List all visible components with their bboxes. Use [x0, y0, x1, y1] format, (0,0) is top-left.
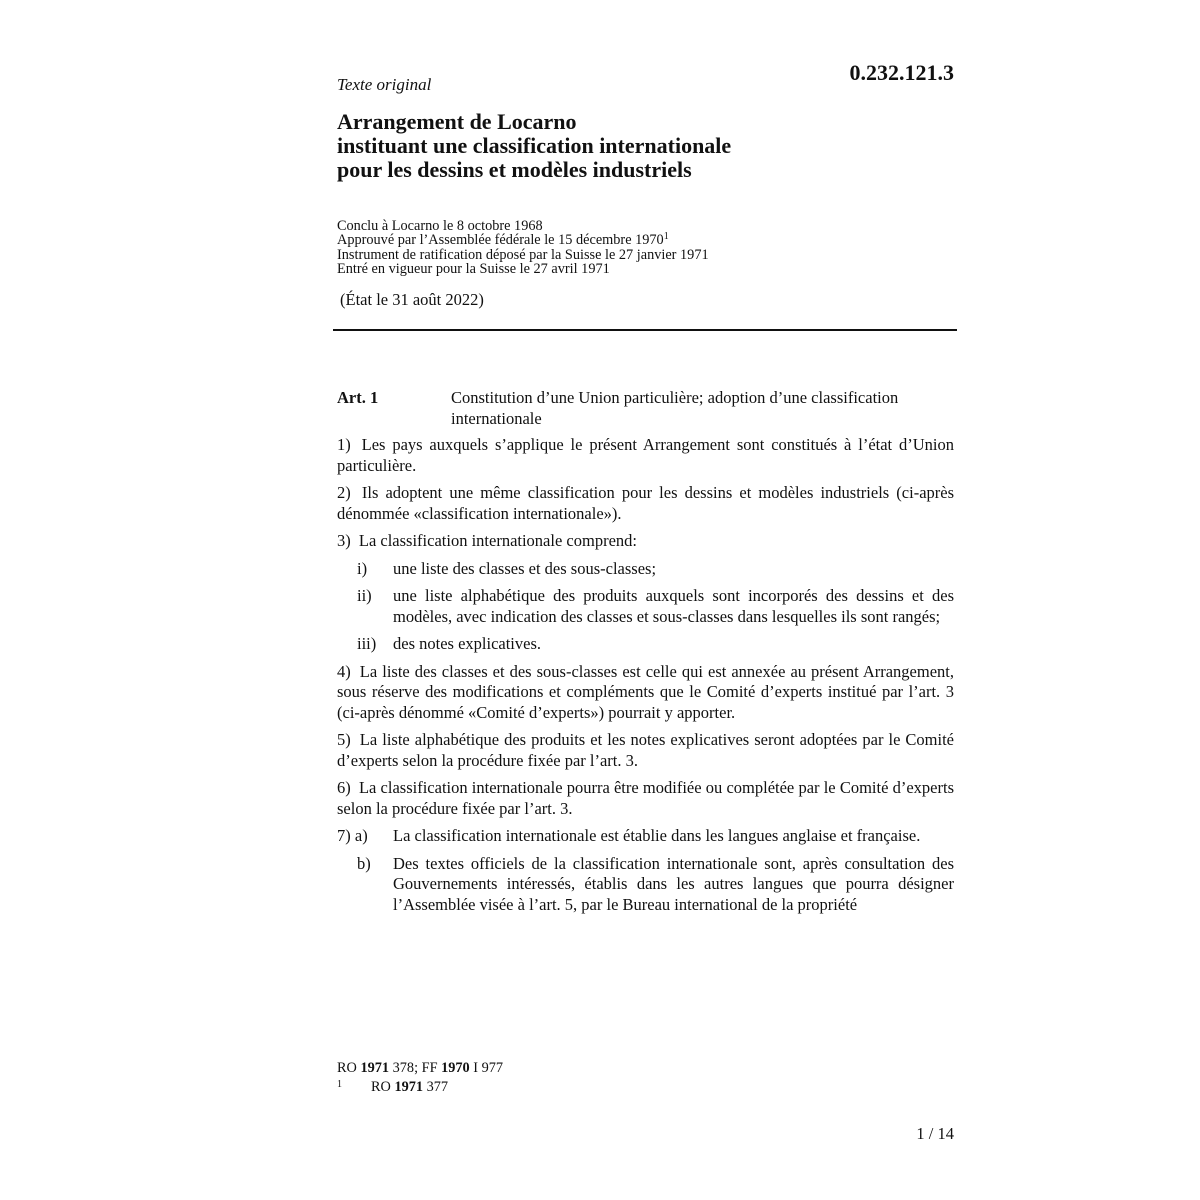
- header-divider: [333, 329, 957, 331]
- original-text-label: Texte original: [337, 75, 432, 94]
- paragraph-7b: b) Des textes officiels de la classification internationale sont, après consultation des Gouvernements intéressés, établis dans les autres langues que pourra désigner l’Assemblée visée à l’art. 5, par le Bureau international de la propriété: [357, 853, 954, 914]
- article-heading: [337, 388, 954, 429]
- title-line-1: Arrangement de Locarno: [337, 109, 577, 134]
- document-metadata: [337, 219, 957, 276]
- document-title: [337, 110, 957, 182]
- paragraph-1: 1) Les pays auxquels s’applique le présent Arrangement sont constitués à l’état d’Union particulière.: [337, 435, 954, 475]
- paragraph-7a: 7) a) La classification internationale est établie dans les langues anglaise et française.: [337, 826, 921, 845]
- paragraph-5: 5) La liste alphabétique des produits et les notes explicatives seront adoptées par le Comité d’experts selon la procédure fixée par l’art. 3.: [337, 730, 955, 770]
- footnote-ref-1[interactable]: 1: [663, 231, 669, 243]
- footnote-1: 1 RO 1971 377: [337, 1079, 449, 1095]
- title-line-2: instituant une classification internationale: [337, 133, 732, 158]
- article-title: Constitution d’une Union particulière; adoption d’une classification internationale: [451, 388, 899, 428]
- list-item: ii) une liste alphabétique des produits auxquels sont incorporés des dessins et des modèles, avec indication des classes et sous-classes dans lesquelles ils sont rangés;: [357, 586, 954, 626]
- paragraph-2: 2) Ils adoptent une même classification pour les dessins et modèles industriels (ci-après dénommée «classification internationale»).: [337, 483, 955, 523]
- title-line-3: pour les dessins et modèles industriels: [337, 157, 692, 182]
- list-item: iii) des notes explicatives.: [357, 634, 542, 653]
- paragraph-6: 6) La classification internationale pourra être modifiée ou complétée par le Comité d’experts selon la procédure fixée par l’art. 3.: [337, 778, 955, 818]
- footnotes: [337, 1059, 503, 1097]
- paragraph-4: 4) La liste des classes et des sous-classes est celle qui est annexée au présent Arrangement, sous réserve des modifications et compléments que le Comité d’experts institué par l’art. 3 (ci-après dénommé «Comité d’experts») pourrait y apporter.: [337, 661, 954, 722]
- article-body: [337, 388, 954, 922]
- source-reference: RO 1971 378; FF 1970 I 977: [337, 1060, 504, 1076]
- state-date: (État le 31 août 2022): [340, 290, 484, 309]
- paragraph-3: 3) La classification internationale comprend:: [337, 531, 637, 550]
- systematic-number: 0.232.121.3: [849, 60, 954, 85]
- list-item: i) une liste des classes et des sous-classes;: [357, 558, 657, 578]
- page-number: 1 / 14: [916, 1124, 954, 1143]
- approved-date: Approuvé par l’Assemblée fédérale le 15 décembre 1970$^1$: [337, 231, 669, 249]
- concluded-date: Conclu à Locarno le 8 octobre 1968: [337, 218, 543, 234]
- article-number: Art. 1: [337, 388, 379, 407]
- ratification-date: Instrument de ratification déposé par la Suisse le 27 janvier 1971: [337, 246, 709, 263]
- in-force-date: Entré en vigueur pour la Suisse le 27 avril 1971: [337, 260, 610, 277]
